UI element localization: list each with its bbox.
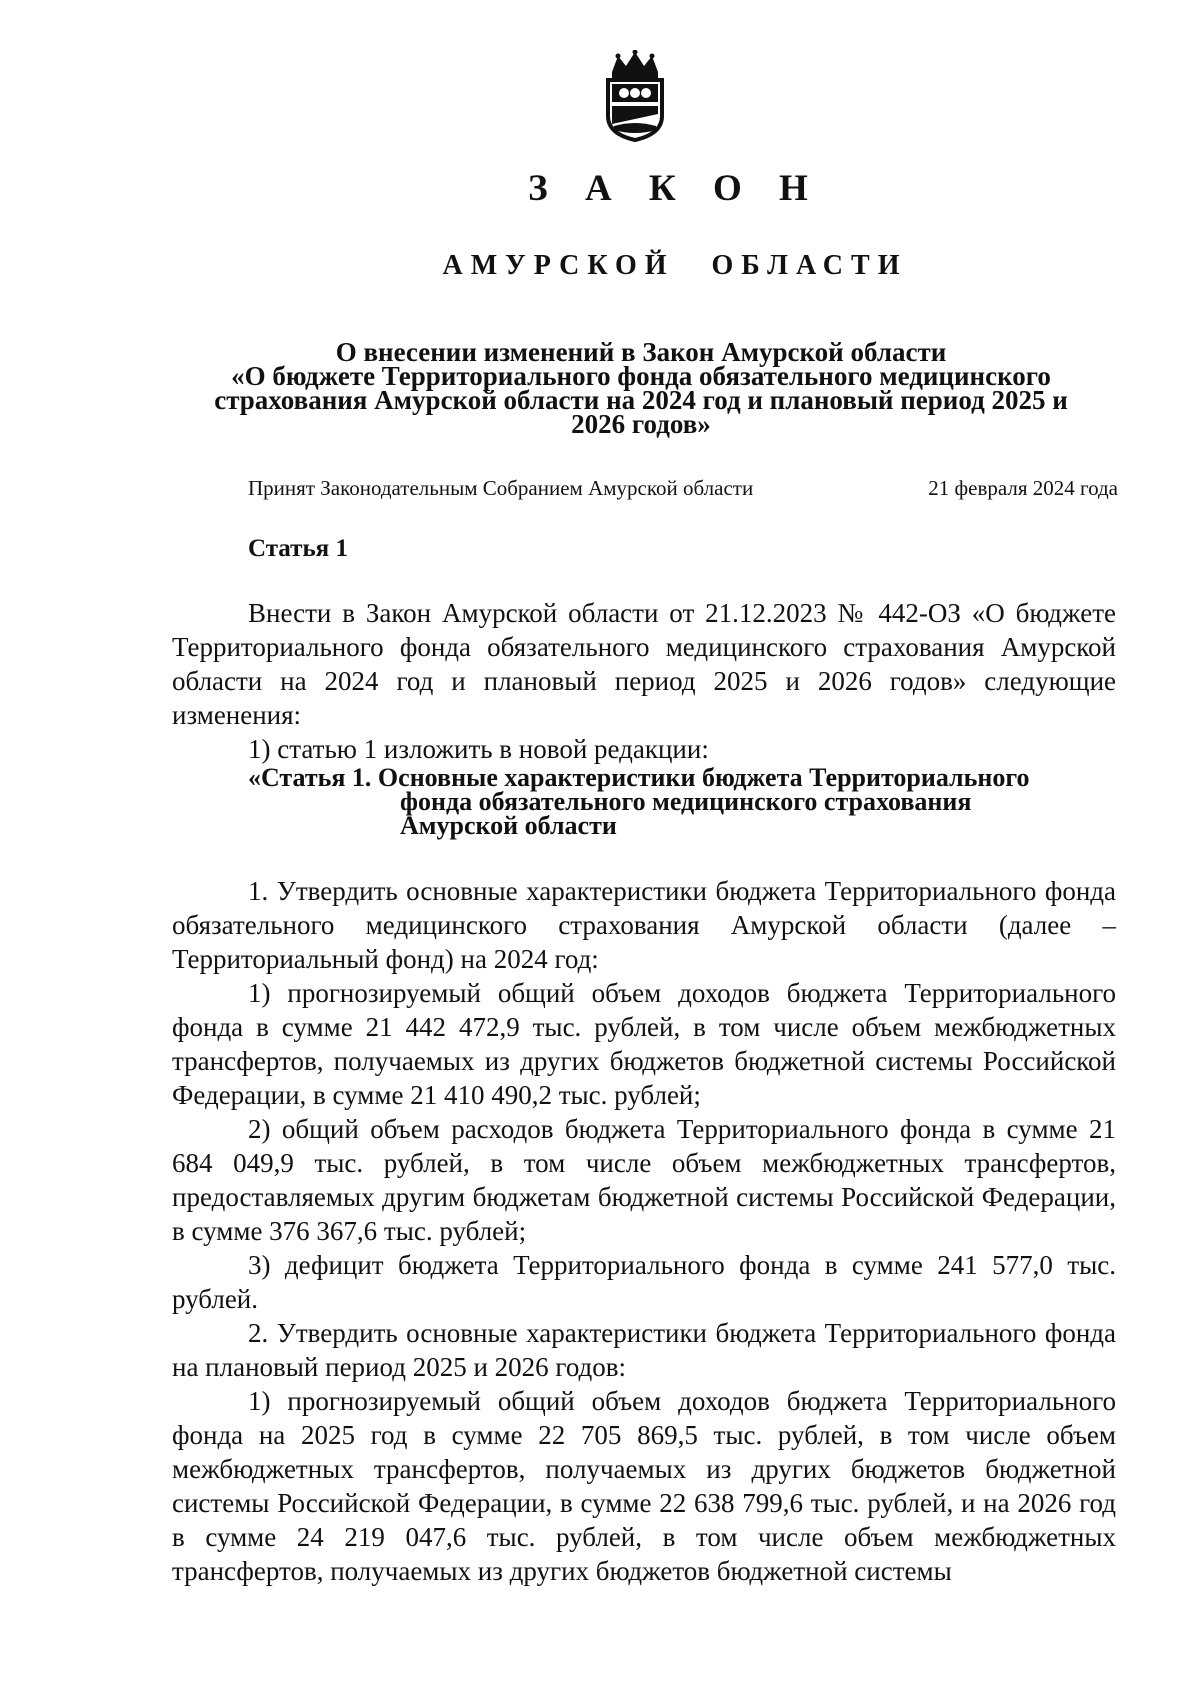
adoption-line [248, 476, 1118, 501]
coat-of-arms-icon [600, 50, 670, 142]
body-paragraph: 1) прогнозируемый общий объем доходов бюджета Территориального фонда на 2025 год в сумме 22 705 869,5 тыс. рублей, в том числе объем межбюджетных трансфертов, получаемых из других бюджетов бюджетной системы Российской Федерации, в сумме 22 638 799,6 тыс. рублей, и на 2026 год в сумме 24 219 047,6 тыс. рублей, в том числе объем межбюджетных трансфертов, получаемых из других бюджетов бюджетной системы [172, 1386, 1116, 1586]
document-body [172, 596, 1116, 1588]
quoted-heading-line: фонда обязательного медицинского страхования [400, 787, 972, 816]
intro-paragraph: Внести в Закон Амурской области от 21.12.2023 № 442-ОЗ «О бюджете Территориального фонда обязательного медицинского страхования Амурской области на 2024 год и плановый период 2025 и 2026 годов» следующие изменения: [172, 598, 1116, 730]
body-paragraph: 3) дефицит бюджета Территориального фонда в сумме 241 577,0 тыс. рублей. [172, 1250, 1116, 1314]
law-name-line: страхования Амурской области на 2024 год и плановый период 2025 и [214, 385, 1068, 415]
document-title: З А К О Н [528, 168, 822, 209]
law-name-line: «О бюджете Территориального фонда обязательного медицинского [231, 361, 1051, 391]
law-name [170, 337, 1112, 439]
quoted-article-heading [248, 763, 1116, 840]
body-paragraph: 2. Утвердить основные характеристики бюджета Территориального фонда на плановый период 2025 и 2026 годов: [172, 1318, 1116, 1382]
law-name-line: О внесении изменений в Закон Амурской области [335, 337, 947, 367]
article-heading: Статья 1 [248, 535, 348, 562]
document-subtitle: АМУРСКОЙ ОБЛАСТИ [442, 250, 908, 281]
item-paragraph: 1) статью 1 изложить в новой редакции: [248, 734, 709, 764]
body-paragraph: 1) прогнозируемый общий объем доходов бюджета Территориального фонда в сумме 21 442 472,9 тыс. рублей, в том числе объем межбюджетных трансфертов, получаемых из других бюджетов бюджетной системы Российской Федерации, в сумме 21 410 490,2 тыс. рублей; [172, 978, 1116, 1110]
adopted-date: 21 февраля 2024 года [928, 476, 1118, 500]
adopted-by: Принят Законодательным Собранием Амурской области [248, 476, 754, 500]
body-paragraph: 2) общий объем расходов бюджета Территориального фонда в сумме 21 684 049,9 тыс. рублей, в том числе объем межбюджетных трансфертов, предоставляемых другим бюджетам бюджетной системы Российской Федерации, в сумме 376 367,6 тыс. рублей; [172, 1114, 1116, 1246]
body-paragraph: 1. Утвердить основные характеристики бюджета Территориального фонда обязательного медицинского страхования Амурской области (далее – Территориальный фонд) на 2024 год: [172, 876, 1116, 974]
spacer [172, 838, 1116, 874]
quoted-heading-line: Амурской области [400, 811, 617, 840]
quoted-heading-line: «Статья 1. Основные характеристики бюджета Территориального [248, 763, 1030, 792]
law-name-line: 2026 годов» [571, 409, 711, 439]
